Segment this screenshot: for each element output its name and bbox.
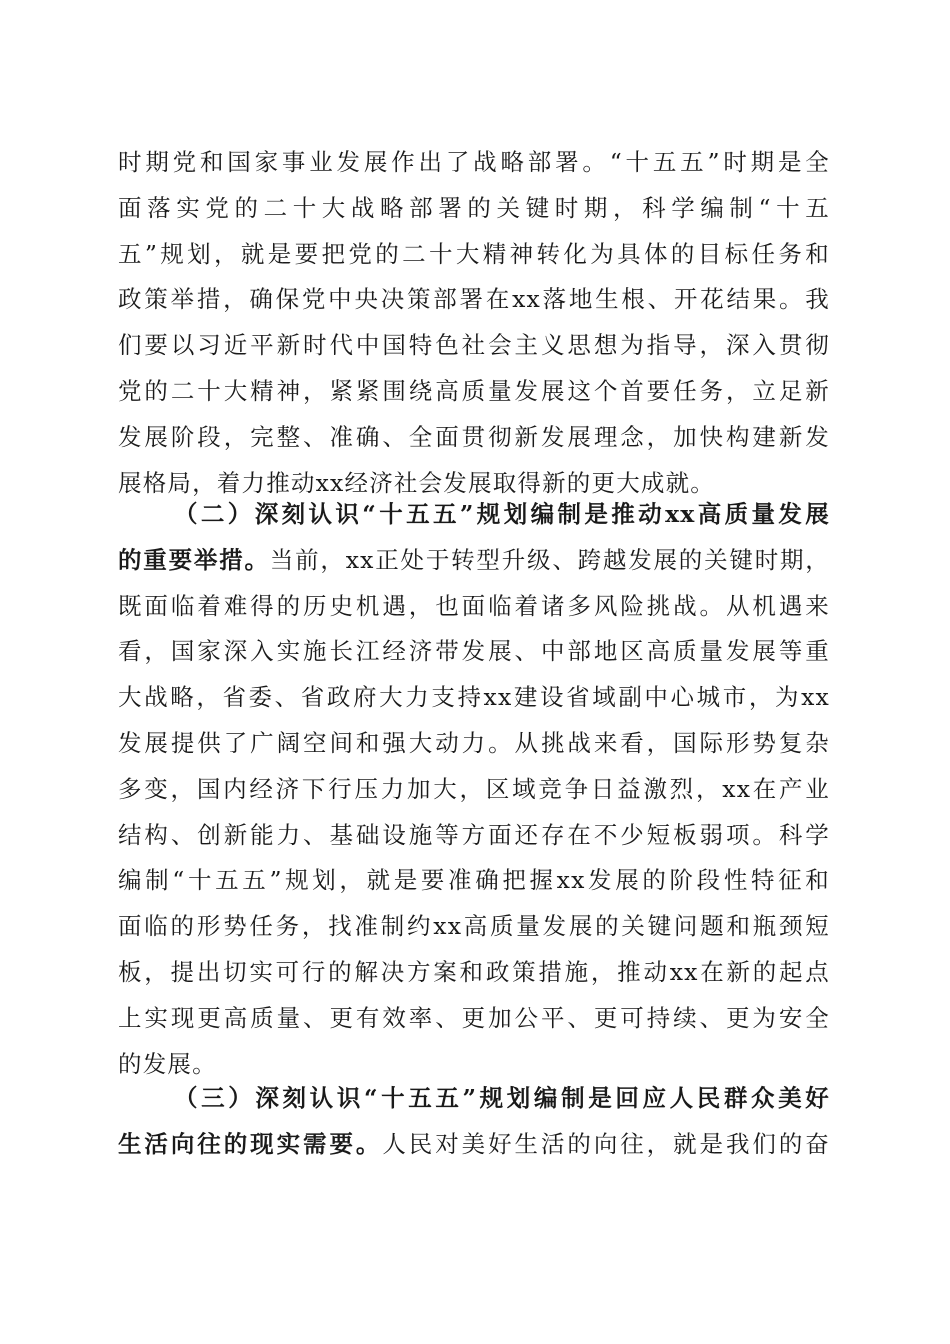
paragraph-2-heading: （二）深刻认识“十五五”规划编制是推动xx高质量发展 <box>174 500 830 528</box>
paragraph-2-line: 大战略，省委、省政府大力支持xx建设省域副中心城市，为xx <box>118 683 830 712</box>
paragraph-2-line: 发展提供了广阔空间和强大动力。从挑战来看，国际形势复杂 <box>118 728 830 757</box>
paragraph-3-heading-tail: 生活向往的现实需要。 <box>118 1129 383 1158</box>
paragraph-2-line: 编制“十五五”规划，就是要准确把握xx发展的阶段性特征和 <box>118 866 830 895</box>
paragraph-2-body-start: 当前，xx正处于转型升级、跨越发展的关键时期， <box>269 545 831 574</box>
paragraph-2-line: 板，提出切实可行的解决方案和政策措施，推动xx在新的起点 <box>118 957 830 986</box>
paragraph-2-line: 多变，国内经济下行压力加大，区域竞争日益激烈，xx在产业 <box>118 774 830 803</box>
paragraph-1-line: 时期党和国家事业发展作出了战略部署。“十五五”时期是全 <box>118 148 830 176</box>
paragraph-3-heading: （三）深刻认识“十五五”规划编制是回应人民群众美好 <box>174 1084 830 1112</box>
paragraph-1-line: 政策举措，确保党中央决策部署在xx落地生根、开花结果。我 <box>118 285 830 314</box>
paragraph-3-body-start: 人民对美好生活的向往，就是我们的奋 <box>382 1129 830 1158</box>
paragraph-2-heading-tail: 的重要举措。 <box>118 545 270 574</box>
paragraph-2-line: 既面临着难得的历史机遇，也面临着诸多风险挑战。从机遇来 <box>118 591 830 620</box>
paragraph-1-line: 面落实党的二十大战略部署的关键时期，科学编制“十五 <box>118 193 830 222</box>
paragraph-2-line: 看，国家深入实施长江经济带发展、中部地区高质量发展等重 <box>118 637 830 666</box>
paragraph-1-line: 党的二十大精神，紧紧围绕高质量发展这个首要任务，立足新 <box>118 376 830 405</box>
paragraph-2 <box>118 492 830 1087</box>
paragraph-1-line: 发展阶段，完整、准确、全面贯彻新发展理念，加快构建新发 <box>118 422 830 451</box>
paragraph-1-line: 展格局，着力推动xx经济社会发展取得新的更大成就。 <box>118 468 716 497</box>
paragraph-2-line: 结构、创新能力、基础设施等方面还存在不少短板弱项。科学 <box>118 820 830 849</box>
paragraph-1-line: 们要以习近平新时代中国特色社会主义思想为指导，深入贯彻 <box>118 331 830 360</box>
paragraph-2-heading-continuation <box>118 538 830 584</box>
paragraph-3-heading-continuation <box>118 1122 830 1168</box>
paragraph-1 <box>118 140 830 506</box>
paragraph-1-line: 五”规划，就是要把党的二十大精神转化为具体的目标任务和 <box>118 239 830 268</box>
paragraph-2-line: 面临的形势任务，找准制约xx高质量发展的关键问题和瓶颈短 <box>118 912 830 941</box>
paragraph-2-line: 的发展。 <box>118 1049 217 1078</box>
paragraph-3 <box>118 1076 830 1168</box>
paragraph-2-line: 上实现更高质量、更有效率、更加公平、更可持续、更为安全 <box>118 1003 830 1032</box>
